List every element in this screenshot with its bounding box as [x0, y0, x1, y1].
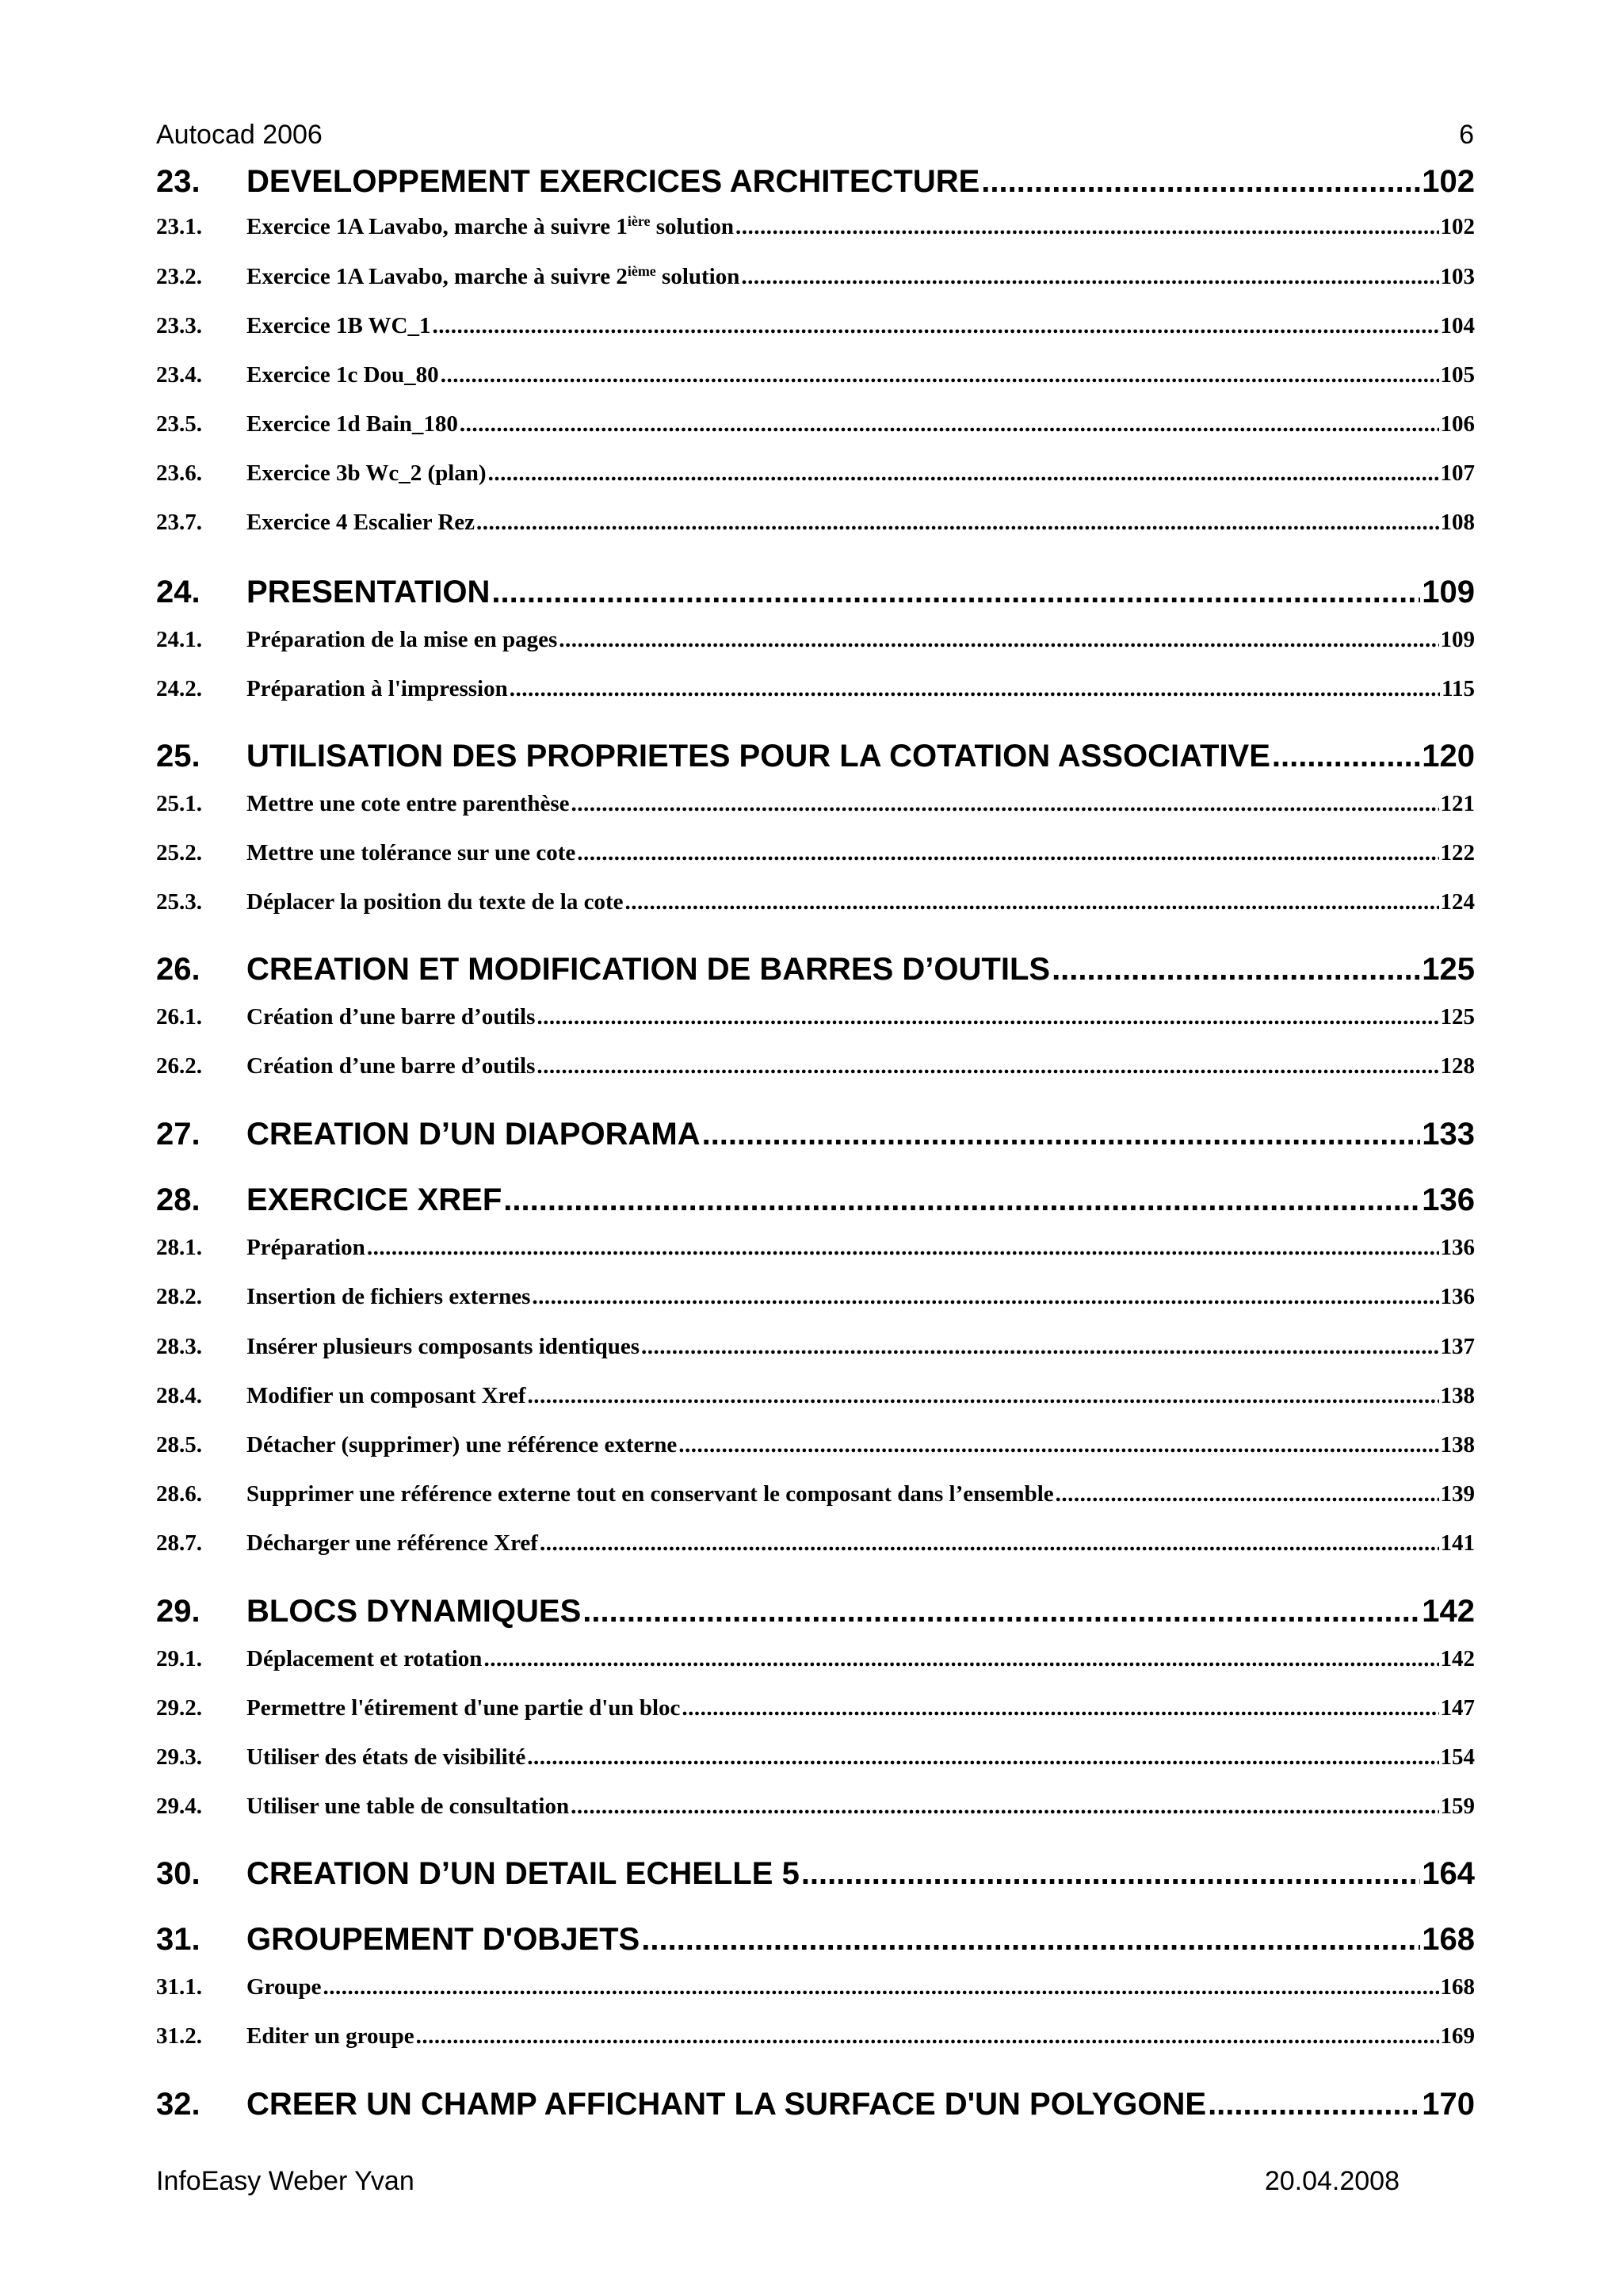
toc-entry-page: 121	[1440, 791, 1475, 816]
toc-entry-number: 24.2.	[156, 676, 202, 701]
toc-dot-leader	[1272, 739, 1420, 774]
toc-entry-number: 26.	[156, 952, 200, 987]
toc-entry-title	[246, 1695, 680, 1721]
toc-dot-leader	[571, 1794, 1438, 1820]
toc-entry-number: 23.3.	[156, 313, 202, 338]
toc-entry-page: 136	[1422, 1182, 1475, 1217]
toc-entry-title-text: Insérer plusieurs composants identiques	[246, 1334, 640, 1359]
toc-entry-title-text: Déplacer la position du texte de la cote	[246, 889, 624, 915]
toc-entry-page: 168	[1440, 1974, 1475, 2000]
toc-dot-leader	[483, 1646, 1438, 1672]
toc-entry-title	[246, 1481, 1054, 1507]
toc-entry-page: 115	[1442, 676, 1475, 701]
toc-dot-leader	[577, 840, 1438, 866]
toc-section-entry[interactable]	[156, 362, 1475, 388]
toc-entry-number: 29.3.	[156, 1744, 202, 1770]
toc-entry-title	[246, 1856, 800, 1892]
toc-entry-page: 147	[1440, 1695, 1475, 1721]
toc-entry-page: 120	[1422, 739, 1475, 774]
toc-entry-title-text: Exercice 3b Wc_2 (plan)	[246, 460, 487, 486]
toc-entry-number: 26.2.	[156, 1053, 202, 1079]
toc-entry-number: 26.1.	[156, 1004, 202, 1030]
toc-entry-page: 133	[1422, 1117, 1475, 1152]
toc-entry-number: 31.1.	[156, 1974, 202, 2000]
toc-entry-title-text: EXERCICE XREF	[246, 1182, 502, 1217]
toc-entry-title-suffix: solution	[655, 264, 740, 289]
toc-entry-number: 28.5.	[156, 1432, 202, 1457]
toc-entry-page: 102	[1422, 164, 1475, 199]
footer-date: 20.04.2008	[1264, 2166, 1400, 2196]
toc-dot-leader	[682, 1695, 1438, 1721]
toc-entry-number: 29.2.	[156, 1695, 202, 1721]
toc-entry-number: 25.2.	[156, 840, 202, 865]
toc-entry-title	[246, 1383, 526, 1409]
toc-entry-number: 23.	[156, 164, 200, 199]
toc-entry-title	[246, 510, 475, 536]
toc-entry-title	[246, 1182, 502, 1218]
toc-entry-title	[246, 1530, 538, 1557]
toc-entry-title	[246, 460, 487, 487]
table-of-contents	[156, 0, 1475, 2296]
toc-entry-number: 25.3.	[156, 889, 202, 915]
toc-entry-title	[246, 214, 734, 240]
toc-entry-number: 25.	[156, 739, 200, 774]
toc-section-entry[interactable]	[156, 411, 1475, 437]
toc-entry-page: 141	[1440, 1530, 1475, 1556]
toc-section-entry[interactable]	[156, 1744, 1475, 1771]
toc-dot-leader	[528, 1383, 1439, 1409]
toc-entry-number: 30.	[156, 1856, 200, 1891]
toc-entry-page: 105	[1440, 362, 1475, 388]
toc-entry-title-text: Exercice 1d Bain_180	[246, 411, 458, 437]
toc-entry-title-text: Création d’une barre d’outils	[246, 1004, 536, 1030]
toc-dot-leader	[641, 1334, 1438, 1360]
toc-chapter-entry[interactable]	[156, 575, 1475, 610]
toc-entry-number: 23.1.	[156, 214, 202, 239]
toc-dot-leader	[537, 1053, 1438, 1079]
toc-entry-title-text: BLOCS DYNAMIQUES	[246, 1594, 582, 1629]
toc-section-entry[interactable]	[156, 791, 1475, 817]
toc-entry-page: 164	[1422, 1856, 1475, 1891]
toc-entry-number: 23.7.	[156, 510, 202, 535]
toc-entry-title	[246, 739, 1270, 774]
toc-entry-number: 24.	[156, 575, 200, 609]
toc-dot-leader	[537, 1004, 1438, 1030]
toc-entry-number: 23.2.	[156, 264, 202, 289]
toc-dot-leader	[1052, 952, 1420, 988]
toc-entry-title	[246, 1053, 535, 1079]
toc-entry-superscript: ième	[627, 263, 656, 280]
toc-entry-page: 154	[1440, 1744, 1475, 1770]
page-number: 6	[1459, 120, 1474, 150]
toc-entry-title	[246, 1794, 569, 1820]
toc-entry-title	[246, 627, 557, 653]
toc-section-entry[interactable]	[156, 1053, 1475, 1079]
toc-entry-title-text: Préparation	[246, 1235, 365, 1260]
toc-entry-number: 31.	[156, 1922, 200, 1957]
toc-entry-title-text: DEVELOPPEMENT EXERCICES ARCHITECTURE	[246, 164, 980, 199]
toc-entry-number: 29.1.	[156, 1646, 202, 1671]
toc-entry-title-text: Exercice 1B WC_1	[246, 313, 431, 338]
toc-entry-title-text: Préparation à l'impression	[246, 676, 508, 701]
toc-dot-leader	[323, 1974, 1439, 2000]
toc-entry-number: 28.	[156, 1182, 200, 1217]
toc-entry-number: 28.2.	[156, 1284, 202, 1309]
toc-entry-title-text: Editer un groupe	[246, 2023, 414, 2049]
toc-section-entry[interactable]	[156, 627, 1475, 653]
toc-entry-page: 102	[1440, 214, 1475, 239]
toc-entry-title	[246, 164, 980, 200]
toc-entry-title	[246, 575, 490, 610]
toc-entry-page: 125	[1440, 1004, 1475, 1030]
toc-entry-title-text: CREER UN CHAMP AFFICHANT LA SURFACE D'UN POLYGONE	[246, 2087, 1207, 2122]
footer-author: InfoEasy Weber Yvan	[156, 2166, 414, 2196]
toc-dot-leader	[678, 1432, 1438, 1458]
page-footer	[156, 2157, 1400, 2197]
toc-entry-number: 28.1.	[156, 1235, 202, 1260]
toc-entry-page: 108	[1440, 510, 1475, 535]
toc-entry-title	[246, 2023, 414, 2050]
toc-entry-number: 29.	[156, 1594, 200, 1629]
toc-entry-title	[246, 676, 508, 702]
toc-entry-title-text: Décharger une référence Xref	[246, 1530, 538, 1556]
toc-entry-number: 28.4.	[156, 1383, 202, 1408]
toc-entry-title	[246, 1284, 530, 1310]
toc-dot-leader	[981, 164, 1420, 200]
toc-chapter-entry[interactable]	[156, 739, 1475, 774]
toc-entry-page: 109	[1422, 575, 1475, 609]
toc-dot-leader	[559, 627, 1438, 653]
toc-entry-number: 27.	[156, 1117, 200, 1152]
toc-entry-page: 124	[1440, 889, 1475, 915]
toc-entry-title-text: Groupe	[246, 1974, 322, 2000]
toc-entry-title	[246, 1744, 525, 1771]
toc-entry-page: 138	[1440, 1432, 1475, 1457]
toc-entry-title-text: Détacher (supprimer) une référence externe	[246, 1432, 678, 1457]
toc-entry-page: 142	[1440, 1646, 1475, 1671]
toc-dot-leader	[433, 313, 1439, 339]
toc-chapter-entry[interactable]	[156, 1117, 1475, 1152]
toc-entry-title-text: GROUPEMENT D'OBJETS	[246, 1922, 640, 1957]
toc-chapter-entry[interactable]	[156, 1922, 1475, 1958]
toc-entry-title-text: Création d’une barre d’outils	[246, 1053, 536, 1079]
toc-entry-title-text: Exercice 4 Escalier Rez	[246, 510, 475, 535]
toc-section-entry[interactable]	[156, 214, 1475, 240]
toc-entry-page: 138	[1440, 1383, 1475, 1408]
toc-section-entry[interactable]	[156, 313, 1475, 339]
toc-entry-title	[246, 791, 569, 817]
toc-chapter-entry[interactable]	[156, 1856, 1475, 1892]
toc-entry-title-text: Mettre une tolérance sur une cote	[246, 840, 576, 865]
toc-entry-number: 25.1.	[156, 791, 202, 816]
toc-section-entry[interactable]	[156, 1284, 1475, 1310]
toc-entry-number: 28.7.	[156, 1530, 202, 1556]
toc-entry-title-text: Insertion de fichiers externes	[246, 1284, 531, 1309]
toc-entry-number: 24.1.	[156, 627, 202, 652]
toc-dot-leader	[571, 791, 1438, 817]
toc-entry-title-text: Exercice 1c Dou_80	[246, 362, 439, 388]
toc-section-entry[interactable]	[156, 510, 1475, 536]
toc-section-entry[interactable]	[156, 1481, 1475, 1507]
toc-section-entry[interactable]	[156, 889, 1475, 915]
document-title: Autocad 2006	[156, 120, 323, 150]
toc-entry-title-text: CREATION D’UN DETAIL ECHELLE 5	[246, 1856, 800, 1891]
toc-dot-leader	[532, 1284, 1438, 1310]
toc-entry-title	[246, 1594, 581, 1629]
toc-dot-leader	[702, 1117, 1421, 1152]
toc-entry-title-text: Exercice 1A Lavabo, marche à suivre 2	[246, 264, 628, 289]
toc-entry-number: 32.	[156, 2087, 200, 2122]
toc-entry-title-text: Utiliser des états de visibilité	[246, 1744, 526, 1770]
toc-entry-number: 29.4.	[156, 1794, 202, 1819]
toc-entry-title-text: CREATION D’UN DIAPORAMA	[246, 1117, 701, 1152]
toc-entry-title	[246, 1117, 701, 1152]
toc-dot-leader	[624, 889, 1438, 915]
toc-dot-leader	[741, 264, 1438, 290]
toc-section-entry[interactable]	[156, 840, 1475, 866]
toc-entry-page: 142	[1422, 1594, 1475, 1629]
toc-section-entry[interactable]	[156, 1383, 1475, 1409]
toc-dot-leader	[488, 460, 1439, 487]
toc-entry-title	[246, 313, 431, 339]
toc-entry-page: 107	[1440, 460, 1475, 486]
toc-entry-page: 139	[1440, 1481, 1475, 1507]
toc-dot-leader	[491, 575, 1420, 610]
toc-dot-leader	[735, 214, 1438, 240]
toc-entry-title	[246, 1922, 640, 1958]
toc-entry-page: 122	[1440, 840, 1475, 865]
toc-dot-leader	[503, 1182, 1420, 1218]
toc-entry-title	[246, 2087, 1206, 2122]
toc-chapter-entry[interactable]	[156, 952, 1475, 988]
toc-section-entry[interactable]	[156, 1530, 1475, 1557]
toc-entry-page: 104	[1440, 313, 1475, 338]
toc-section-entry[interactable]	[156, 1974, 1475, 2000]
toc-section-entry[interactable]	[156, 1004, 1475, 1030]
toc-dot-leader	[460, 411, 1439, 437]
toc-entry-superscript: ière	[627, 213, 651, 230]
toc-dot-leader	[1208, 2087, 1420, 2122]
toc-chapter-entry[interactable]	[156, 1182, 1475, 1218]
toc-entry-page: 168	[1422, 1922, 1475, 1957]
toc-dot-leader	[801, 1856, 1420, 1892]
toc-dot-leader	[476, 510, 1438, 536]
toc-entry-page: 109	[1440, 627, 1475, 652]
toc-entry-title	[246, 411, 458, 437]
toc-entry-title	[246, 1974, 322, 2000]
toc-entry-title-text: PRESENTATION	[246, 575, 491, 609]
toc-entry-title-text: Utiliser une table de consultation	[246, 1794, 570, 1819]
toc-entry-title	[246, 1646, 482, 1672]
toc-section-entry[interactable]	[156, 1432, 1475, 1458]
toc-entry-number: 23.5.	[156, 411, 202, 437]
toc-section-entry[interactable]	[156, 1235, 1475, 1261]
toc-entry-page: 169	[1440, 2023, 1475, 2049]
toc-entry-title-text: Supprimer une référence externe tout en conservant le composant dans l’ensemble	[246, 1481, 1054, 1507]
toc-entry-number: 23.6.	[156, 460, 202, 486]
toc-dot-leader	[416, 2023, 1439, 2050]
toc-entry-page: 136	[1440, 1284, 1475, 1309]
toc-entry-page: 137	[1440, 1334, 1475, 1359]
toc-dot-leader	[1056, 1481, 1439, 1507]
toc-entry-title-suffix: solution	[650, 214, 735, 239]
toc-entry-title-text: Déplacement et rotation	[246, 1646, 483, 1671]
toc-entry-page: 128	[1440, 1053, 1475, 1079]
toc-section-entry[interactable]	[156, 1794, 1475, 1820]
toc-entry-title-text: Mettre une cote entre parenthèse	[246, 791, 570, 816]
toc-dot-leader	[441, 362, 1439, 388]
toc-entry-number: 23.4.	[156, 362, 202, 388]
toc-entry-title-text: Préparation de la mise en pages	[246, 627, 558, 652]
toc-entry-title	[246, 1432, 677, 1458]
toc-entry-page: 170	[1422, 2087, 1475, 2122]
toc-entry-page: 136	[1440, 1235, 1475, 1260]
toc-entry-page: 125	[1422, 952, 1475, 987]
toc-entry-title	[246, 362, 439, 388]
toc-entry-title	[246, 840, 575, 866]
toc-dot-leader	[510, 676, 1440, 702]
toc-entry-title-text: Modifier un composant Xref	[246, 1383, 526, 1408]
toc-entry-number: 31.2.	[156, 2023, 202, 2049]
toc-entry-title	[246, 264, 739, 290]
toc-entry-title-text: UTILISATION DES PROPRIETES POUR LA COTATION ASSOCIATIVE	[246, 739, 1270, 774]
toc-entry-title	[246, 1235, 365, 1261]
toc-entry-number: 28.6.	[156, 1481, 202, 1507]
toc-entry-title-text: CREATION ET MODIFICATION DE BARRES D’OUTILS	[246, 952, 1051, 987]
toc-entry-title	[246, 889, 623, 915]
toc-dot-leader	[527, 1744, 1438, 1771]
toc-section-entry[interactable]	[156, 460, 1475, 487]
toc-section-entry[interactable]	[156, 264, 1475, 290]
toc-entry-number: 28.3.	[156, 1334, 202, 1359]
toc-dot-leader	[641, 1922, 1420, 1958]
toc-dot-leader	[540, 1530, 1439, 1557]
toc-section-entry[interactable]	[156, 2023, 1475, 2050]
toc-entry-title-text: Permettre l'étirement d'une partie d'un bloc	[246, 1695, 681, 1721]
toc-entry-page: 106	[1440, 411, 1475, 437]
toc-dot-leader	[582, 1594, 1420, 1629]
toc-chapter-entry[interactable]	[156, 2087, 1475, 2122]
toc-entry-title	[246, 1334, 640, 1360]
toc-entry-page: 159	[1440, 1794, 1475, 1819]
toc-section-entry[interactable]	[156, 1646, 1475, 1672]
toc-entry-page: 103	[1440, 264, 1475, 289]
toc-dot-leader	[367, 1235, 1439, 1261]
toc-entry-title	[246, 1004, 535, 1030]
toc-chapter-entry[interactable]	[156, 164, 1475, 200]
toc-section-entry[interactable]	[156, 676, 1475, 702]
toc-section-entry[interactable]	[156, 1695, 1475, 1721]
toc-entry-title-text: Exercice 1A Lavabo, marche à suivre 1	[246, 214, 628, 239]
toc-entry-title	[246, 952, 1050, 988]
toc-section-entry[interactable]	[156, 1334, 1475, 1360]
toc-chapter-entry[interactable]	[156, 1594, 1475, 1629]
